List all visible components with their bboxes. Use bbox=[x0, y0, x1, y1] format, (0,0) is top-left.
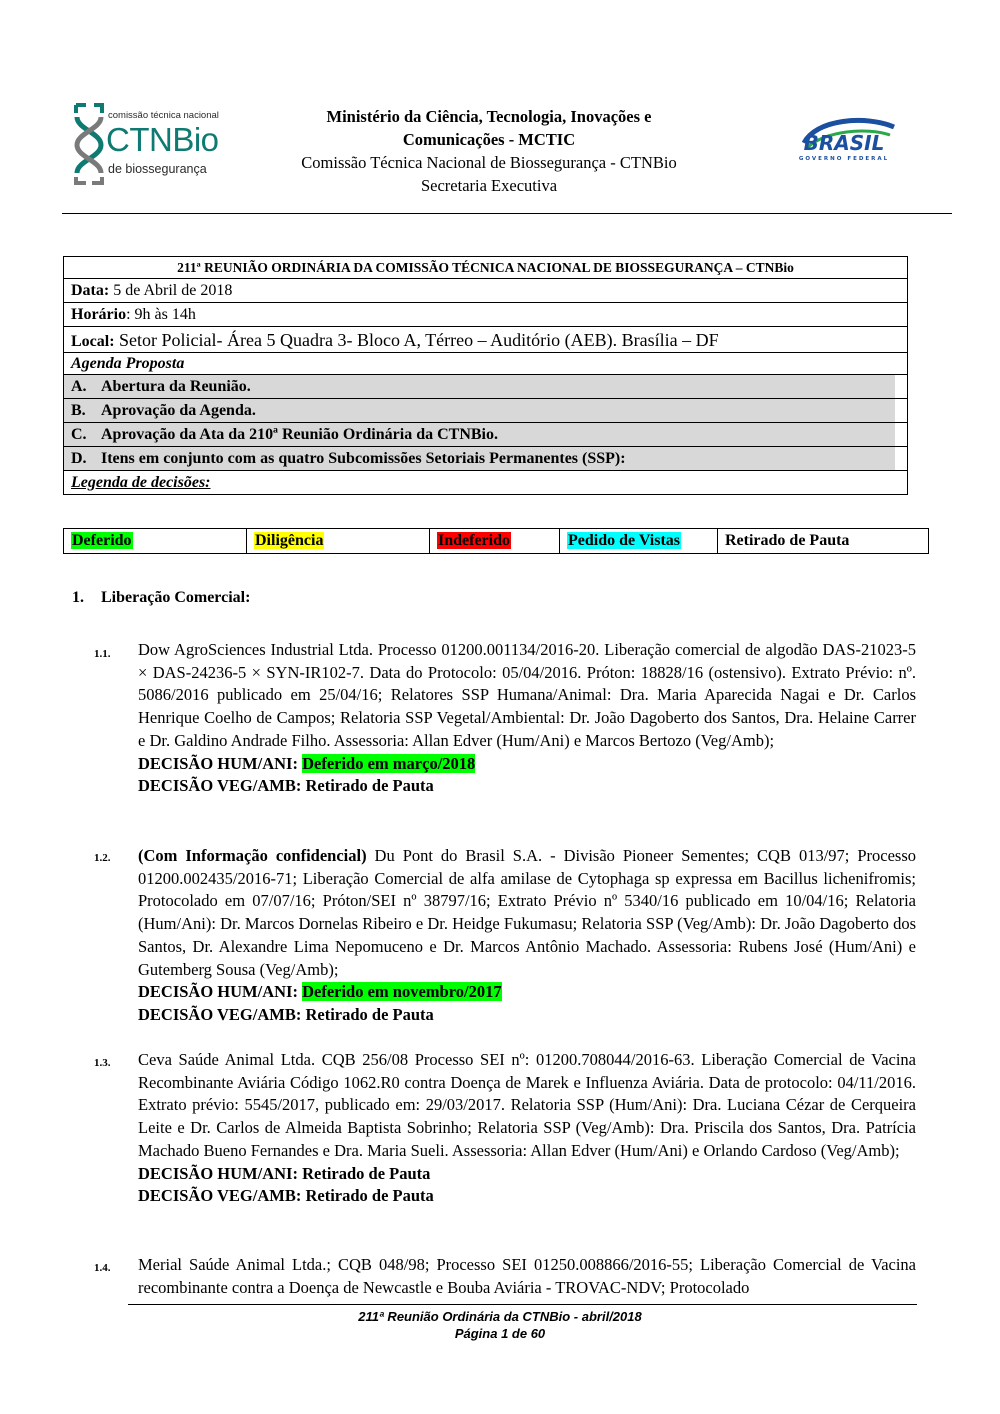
decision-legend-table bbox=[63, 528, 929, 554]
legend-indeferido-cell bbox=[430, 529, 560, 553]
legend-retirado-cell bbox=[718, 529, 928, 553]
item-text: (Com Informação confidencial) Du Pont do Brasil S.A. - Divisão Pioneer Sementes; CQB 013/97; Processo 01200.002435/2016-71; Liberação Comercial de alfa amilase de Cytophaga sp expressa em Bacillus lichenifromis; Protocolado em 07/07/16; Próton/SEI nº 38797/16; Extrato Prévio nº 5340/16 publicado em 10/04/16; Relatoria (Hum/Ani): Dr. Marcos Dornelas Ribeiro e Dr. Heidge Fukumasu; Relatoria SSP (Veg/Amb): Dr. João Dagoberto dos Santos, Dr. Alexandre Lima Nepomuceno e Dr. Marcos Antônio Machado. Assessoria: Rubens José (Hum/Ani) e Gutemberg Sousa (Veg/Amb); bbox=[138, 846, 916, 979]
ministry-line2: Comunicações - MCTIC bbox=[402, 130, 576, 149]
legend-indeferido: Indeferido bbox=[438, 532, 510, 549]
header-text-block bbox=[250, 105, 728, 197]
legend-pedido-vistas: Pedido de Vistas bbox=[568, 532, 681, 549]
time-value: : 9h às 14h bbox=[126, 306, 196, 323]
legend-deferido: Deferido bbox=[72, 532, 132, 549]
decision-hum-ani: DECISÃO HUM/ANI: Deferido em março/2018 bbox=[138, 753, 476, 773]
item-number: 1.3. bbox=[94, 1057, 111, 1069]
agenda-item-letter: A. bbox=[71, 378, 87, 395]
legend-diligencia-cell bbox=[247, 529, 430, 553]
agenda-item-text: Itens em conjunto com as quatro Subcomissões Setoriais Permanentes (SSP): bbox=[101, 450, 626, 467]
place-label: Local: bbox=[71, 333, 115, 350]
decision-value: Retirado de Pauta bbox=[302, 1163, 431, 1183]
agenda-item bbox=[64, 447, 907, 471]
agenda-item-letter: B. bbox=[71, 402, 86, 419]
agenda-item bbox=[64, 423, 907, 447]
page-footer bbox=[250, 1308, 750, 1342]
item-text: Ceva Saúde Animal Ltda. CQB 256/08 Processo SEI nº: 01200.708044/2016-63. Liberação Comercial de Vacina Recombinante Aviária Código 1062.R0 contra Doença de Marek e Influenza Aviária. Data de protocolo: 04/11/2016. Extrato prévio: 5545/2017, publicado em: 29/03/2017. Relatoria SSP (Hum/Ani): Dra. Luciana Cézar de Cerqueira Leite e Dr. Carlos de Almeida Baptista Sobrinho; Relatoria SSP (Veg/Amb): Dra. Priscila dos Santos, Dra. Patrícia Machado Bueno Fernandes e Dra. Maria Sueli. Assessoria: Allan Edver (Hum/Ani) e Orlando Cardoso (Veg/Amb); bbox=[138, 1050, 916, 1160]
legend-deferido-cell bbox=[64, 529, 247, 553]
decision-veg-amb: DECISÃO VEG/AMB: Retirado de Pauta bbox=[138, 776, 434, 796]
confidential-prefix: (Com Informação confidencial) bbox=[138, 846, 367, 865]
section-number: 1. bbox=[72, 589, 84, 606]
ctnbio-logo-bottom-text: de biossegurança bbox=[108, 162, 207, 176]
brasil-logo-sub: GOVERNO FEDERAL bbox=[798, 156, 890, 162]
place-value: Setor Policial- Área 5 Quadra 3- Bloco A, Térreo – Auditório (AEB). Brasília – DF bbox=[119, 330, 719, 350]
decision-legend-label: Legenda de decisões: bbox=[71, 474, 211, 491]
section-title-text: Liberação Comercial: bbox=[101, 589, 251, 606]
brasil-logo-word: BRASIL bbox=[803, 131, 885, 155]
date-label: Data: bbox=[71, 282, 110, 299]
agenda-item-letter: C. bbox=[71, 426, 87, 443]
secretariat-name: Secretaria Executiva bbox=[420, 176, 558, 195]
section-title bbox=[72, 589, 250, 607]
agenda-process-item bbox=[138, 1049, 916, 1208]
date-value: 5 de Abril de 2018 bbox=[113, 282, 233, 299]
meeting-info-table bbox=[63, 256, 908, 495]
agenda-process-item bbox=[138, 639, 916, 798]
decision-value: Deferido em novembro/2017 bbox=[302, 982, 502, 1002]
item-text: Dow AgroSciences Industrial Ltda. Processo 01200.001134/2016-20. Liberação comercial de algodão DAS-21023-5 × DAS-24236-5 × SYN-IR102-7. Data do Protocolo: 05/04/2016. Próton: 18828/16 (ostensivo). Extrato Prévio: nº. 5086/2016 publicado em 25/04/16; Relatores SSP Humana/Animal: Dra. Maria Aparecida Nagai e Dr. Carlos Henrique Coelho de Campos; Relatoria SSP Vegetal/Ambiental: Dr. João Dagoberto dos Santos, Dra. Helaine Carrer e Dr. Galdino Andrade Filho. Assessoria: Allan Edver (Hum/Ani) e Marcos Bertozo (Veg/Amb); bbox=[138, 640, 916, 750]
meeting-title: 211ª REUNIÃO ORDINÁRIA DA COMISSÃO TÉCNICA NACIONAL DE BIOSSEGURANÇA – CTNBio bbox=[64, 257, 907, 279]
legend-retirado: Retirado de Pauta bbox=[725, 532, 850, 549]
decision-value: Retirado de Pauta bbox=[305, 1004, 434, 1024]
ministry-line1: Ministério da Ciência, Tecnologia, Inovações e bbox=[326, 107, 652, 126]
agenda-item-text: Abertura da Reunião. bbox=[101, 378, 251, 395]
dna-helix-icon bbox=[72, 103, 106, 185]
meeting-time-row bbox=[64, 303, 907, 327]
header-divider bbox=[62, 213, 952, 214]
page-number: Página 1 de 60 bbox=[454, 1326, 546, 1341]
agenda-item-text: Aprovação da Agenda. bbox=[101, 402, 256, 419]
ctnbio-logo-top-text: comissão técnica nacional bbox=[108, 110, 219, 121]
decision-value: Deferido em março/2018 bbox=[302, 753, 476, 773]
agenda-item-text: Aprovação da Ata da 210ª Reunião Ordinária da CTNBio. bbox=[101, 426, 498, 443]
decision-veg-amb: DECISÃO VEG/AMB: Retirado de Pauta bbox=[138, 1004, 434, 1024]
agenda-process-item bbox=[138, 1254, 916, 1299]
agenda-label: Agenda Proposta bbox=[64, 353, 907, 375]
agenda-item bbox=[64, 399, 907, 423]
ctnbio-logo bbox=[72, 103, 252, 185]
item-text: Merial Saúde Animal Ltda.; CQB 048/98; Processo SEI 01250.008866/2016-55; Liberação Comercial de Vacina recombinante contra a Doença de Newcastle e Bouba Aviária - TROVAC-NDV; Protocolado bbox=[138, 1255, 916, 1297]
footer-divider bbox=[128, 1304, 917, 1305]
ctnbio-logo-name: CTNBio bbox=[106, 121, 219, 158]
meeting-date-row bbox=[64, 279, 907, 303]
time-label: Horário bbox=[71, 306, 127, 323]
decision-value: Retirado de Pauta bbox=[305, 776, 434, 796]
legend-pedido-cell bbox=[560, 529, 718, 553]
footer-meeting: 211ª Reunião Ordinária da CTNBio - abril/2018 bbox=[358, 1309, 642, 1324]
legend-diligencia: Diligência bbox=[255, 532, 324, 549]
item-number: 1.1. bbox=[94, 648, 111, 660]
commission-name: Comissão Técnica Nacional de Biossegurança - CTNBio bbox=[301, 153, 677, 172]
item-number: 1.4. bbox=[94, 1262, 111, 1274]
agenda-process-item bbox=[138, 845, 916, 1027]
decision-value: Retirado de Pauta bbox=[305, 1186, 434, 1206]
item-number: 1.2. bbox=[94, 852, 111, 864]
decision-hum-ani: DECISÃO HUM/ANI: Deferido em novembro/2017 bbox=[138, 982, 502, 1002]
decision-hum-ani: DECISÃO HUM/ANI: Retirado de Pauta bbox=[138, 1163, 431, 1183]
meeting-place-row bbox=[64, 327, 907, 353]
agenda-item bbox=[64, 375, 907, 399]
decision-veg-amb: DECISÃO VEG/AMB: Retirado de Pauta bbox=[138, 1186, 434, 1206]
brasil-governo-federal-logo bbox=[786, 113, 904, 163]
agenda-item-letter: D. bbox=[71, 450, 87, 467]
